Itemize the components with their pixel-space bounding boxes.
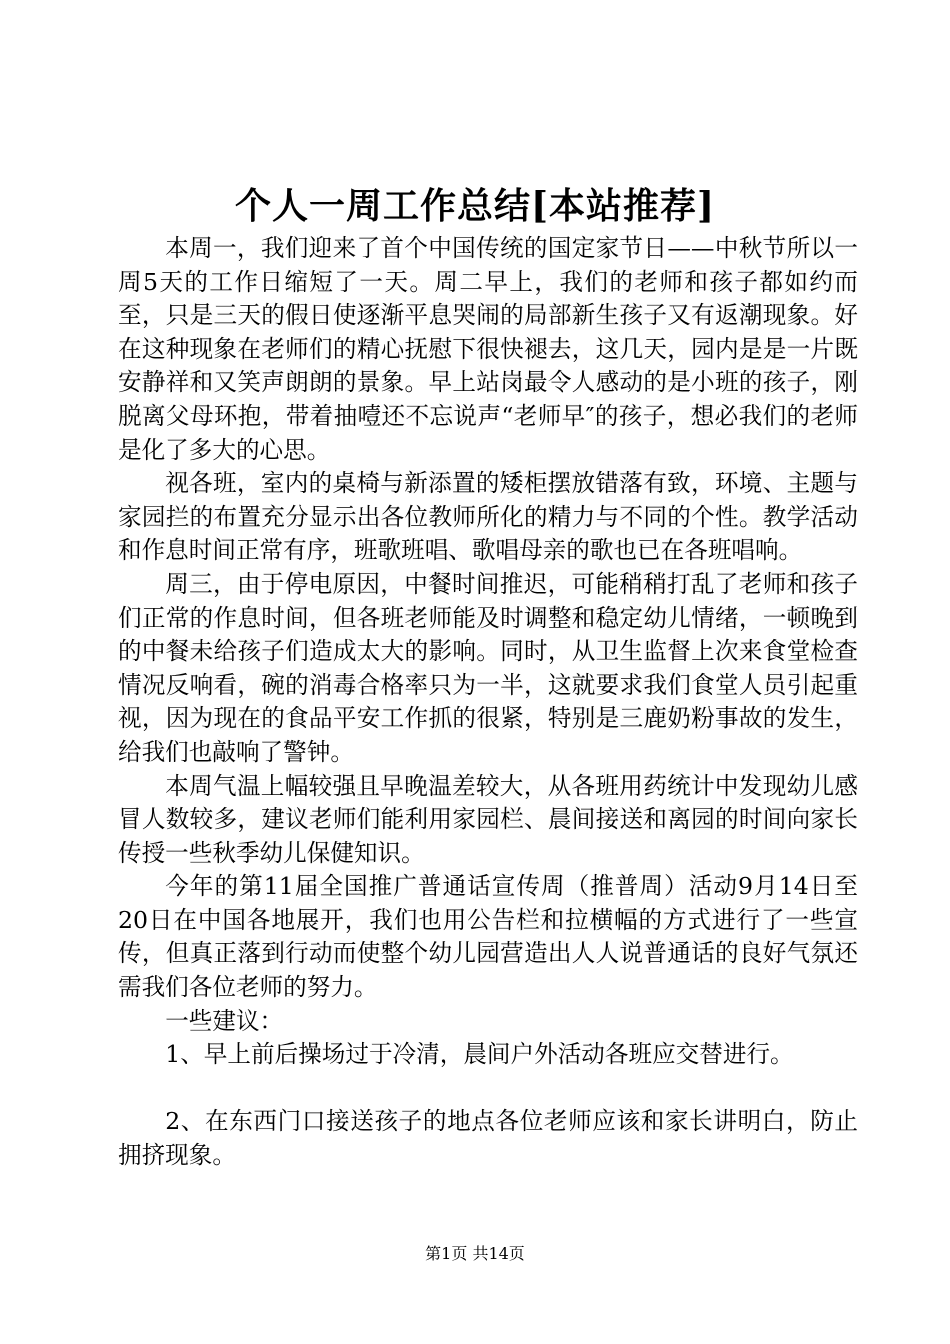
blank-line <box>118 1072 858 1106</box>
paragraph-power-outage: 周三，由于停电原因，中餐时间推迟，可能稍稍打乱了老师和孩子们正常的作息时间，但各班老师能及时调整和稳定幼儿情绪，一顿晚到的中餐未给孩子们造成太大的影响。同时，从卫生监督上次来食堂检查情况反响看，碗的消毒合格率只为一半，这就要求我们食堂人员引起重视，因为现在的食品平安工作抓的很紧，特别是三鹿奶粉事故的发生，给我们也敲响了警钟。 <box>118 569 858 766</box>
suggestion-item-2: 2、在东西门口接送孩子的地点各位老师应该和家长讲明白，防止拥挤现象。 <box>118 1107 858 1170</box>
paragraph-class-inspection: 视各班，室内的桌椅与新添置的矮柜摆放错落有致，环境、主题与家园拦的布置充分显示出各位教师所化的精力与不同的个性。教学活动和作息时间正常有序，班歌班唱、歌唱母亲的歌也已在各班唱响。 <box>118 469 858 565</box>
page-number: 第1页 共14页 <box>425 1244 525 1263</box>
suggestion-item-1: 1、早上前后操场过于冷清，晨间户外活动各班应交替进行。 <box>165 1040 794 1069</box>
paragraph-weather: 本周气温上幅较强且早晚温差较大，从各班用药统计中发现幼儿感冒人数较多，建议老师们能利用家园栏、晨间接送和离园的时间向家长传授一些秋季幼儿保健知识。 <box>118 771 858 867</box>
paragraph-mid-autumn: 本周一，我们迎来了首个中国传统的国定家节日——中秋节所以一周5天的工作日缩短了一天。周二早上，我们的老师和孩子都如约而至，只是三天的假日使逐渐平息哭闹的局部新生孩子又有返潮现象。好在这种现象在老师们的精心抚慰下很快褪去，这几天，园内是是一片既安静祥和又笑声朗朗的景象。早上站岗最令人感动的是小班的孩子，刚脱离父母环抱，带着抽噎还不忘说声“老师早″的孩子，想必我们的老师是化了多大的心思。 <box>118 234 858 464</box>
document-title: 个人一周工作总结[本站推荐] <box>234 185 716 227</box>
document-body <box>118 232 858 1173</box>
suggestions-heading: 一些建议： <box>165 1006 284 1035</box>
paragraph-mandarin-week: 今年的第11届全国推广普通话宣传周（推普周）活动9月14日至20日在中国各地展开，我们也用公告栏和拉横幅的方式进行了一些宣传，但真正落到行动而使整个幼儿园营造出人人说普通话的良好气氛还需我们各位老师的努力。 <box>118 872 858 1002</box>
